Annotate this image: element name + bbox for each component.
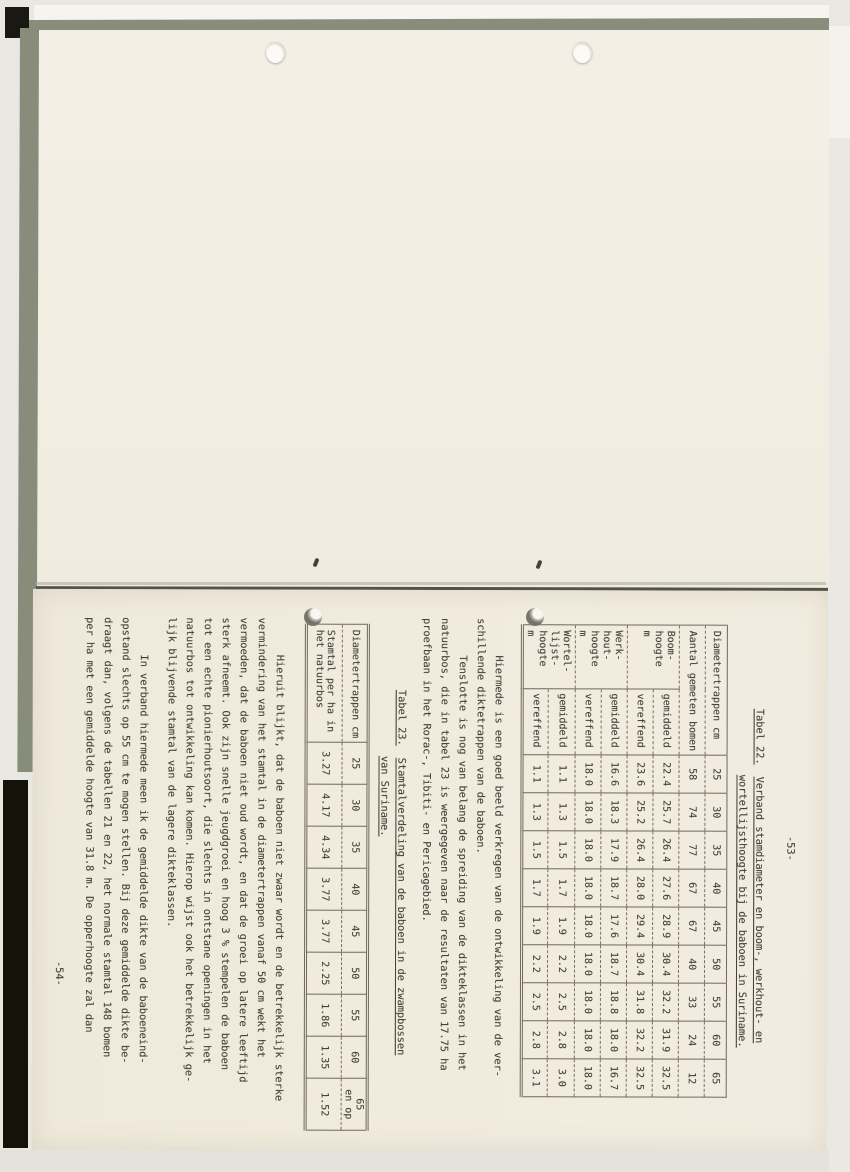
table-cell: 58 xyxy=(679,755,705,793)
table-cell: 40 xyxy=(678,945,704,983)
table-cell: 18.0 xyxy=(575,793,601,831)
row-label: Stamtal per ha in het natuurbos xyxy=(306,624,342,742)
table-cell: 30 xyxy=(705,793,727,831)
table-cell: 35 xyxy=(705,831,727,869)
table-23-label: Tabel 23. xyxy=(395,689,408,746)
table-cell: 1.9 xyxy=(548,907,575,945)
table-cell: 4.34 xyxy=(306,826,342,868)
row-sublabel: gemiddeld xyxy=(601,689,627,755)
table-cell: 3.1 xyxy=(521,1059,548,1097)
table-cell: 30.4 xyxy=(626,945,652,983)
punch-hole xyxy=(304,608,322,626)
table-cell: 1.52 xyxy=(305,1078,341,1130)
table-row xyxy=(341,624,368,1130)
table-cell: 12 xyxy=(678,1059,704,1097)
table-cell: 18.0 xyxy=(574,945,600,983)
text-line: sterk afneemt. Ook zijn snelle jeugdgroei en hoog 3 % stempelen de baboen xyxy=(218,617,232,1070)
table-23-caption xyxy=(392,690,410,1151)
table-cell: 31.9 xyxy=(652,1021,678,1059)
table-row xyxy=(305,624,342,1130)
punch-hole xyxy=(526,608,544,626)
paragraph xyxy=(80,617,153,1150)
table-cell: 3.27 xyxy=(306,742,342,784)
row-sublabel: vereffend xyxy=(522,689,549,755)
table-cell: 2.2 xyxy=(548,945,575,983)
table-row xyxy=(704,625,727,1097)
table-cell: 45 xyxy=(342,910,368,952)
table-cell: 74 xyxy=(679,793,705,831)
table-cell: 2.5 xyxy=(521,983,548,1021)
table-cell: 1.5 xyxy=(548,831,575,869)
table-cell: 55 xyxy=(704,983,726,1021)
table-cell: 1.9 xyxy=(522,907,549,945)
text-line: Hiermede is een goed beeld verkregen van de ontwikkeling van de ver- xyxy=(491,618,505,1077)
table-cell: 16.7 xyxy=(600,1059,626,1097)
table-cell: 31.8 xyxy=(626,983,652,1021)
table-cell: 40 xyxy=(705,869,727,907)
document-page-rotated xyxy=(33,591,828,1152)
text-line: In verband hiermede meen ik de gemiddelde dikte van de baboeneind- xyxy=(136,617,150,1064)
page-number: -53- xyxy=(784,835,797,861)
table-cell: 26.4 xyxy=(653,831,679,869)
table-cell: 1.7 xyxy=(522,869,549,907)
paragraph xyxy=(162,617,289,1150)
table-cell: 18.0 xyxy=(575,755,601,793)
table-cell: 22.4 xyxy=(653,755,679,793)
table-cell: 3.0 xyxy=(548,1059,575,1097)
table-cell: 1.3 xyxy=(548,793,575,831)
table-row xyxy=(626,625,653,1097)
table-cell: 18.8 xyxy=(600,983,626,1021)
table-cell: 16.6 xyxy=(601,755,627,793)
table-cell: 17.6 xyxy=(601,907,627,945)
table-cell: 45 xyxy=(705,907,727,945)
paragraph xyxy=(417,618,508,1151)
table-cell: 33 xyxy=(678,983,704,1021)
punch-hole xyxy=(573,42,592,63)
table-23-title-line2 xyxy=(375,756,393,1151)
table-cell: 2.5 xyxy=(548,983,575,1021)
table-cell: 32.2 xyxy=(626,1021,652,1059)
row-sublabel: vereffend xyxy=(575,689,601,755)
table-cell: 25.2 xyxy=(627,793,653,831)
page-corner-highlight xyxy=(829,26,850,138)
typed-page xyxy=(32,589,828,1152)
table-cell: 18.0 xyxy=(600,1021,626,1059)
table-cell: 25 xyxy=(705,755,727,793)
page-edge-shadow xyxy=(36,582,826,585)
table-cell: 65 en op xyxy=(341,1078,367,1130)
table-cell: 18.0 xyxy=(575,869,601,907)
table-cell: 3.77 xyxy=(306,868,342,910)
table-22-title-line2-text: wortellijsthoogte bij de baboen in Suriname. xyxy=(735,774,749,1048)
table-cell: 2.8 xyxy=(548,1021,575,1059)
table-cell: 32.5 xyxy=(626,1059,652,1097)
table-cell: 65 xyxy=(704,1059,726,1097)
text-line: schillende diktetrappen van de baboen. xyxy=(474,618,487,854)
scan-edge-black xyxy=(3,780,28,1148)
table-cell: 18.3 xyxy=(601,793,627,831)
table-cell: 1.1 xyxy=(548,755,575,793)
text-line: per ha met een gemiddelde hoogte van 31.8 m. De opperhoogte zal dan xyxy=(82,617,96,1033)
table-cell: 1.7 xyxy=(548,869,575,907)
table-row xyxy=(521,625,549,1097)
table-cell: 29.4 xyxy=(627,907,653,945)
table-cell: 50 xyxy=(341,952,367,994)
row-group-label: Boom- hoogte m xyxy=(627,625,679,689)
table-row xyxy=(600,625,627,1097)
table-cell: 2.8 xyxy=(521,1021,548,1059)
table-cell: 28.9 xyxy=(653,907,679,945)
column-header: Diametertrappen cm xyxy=(342,624,368,742)
punch-hole xyxy=(266,42,285,63)
row-group-label: Werk- hout- hoogte m xyxy=(575,625,627,689)
table-cell: 18.7 xyxy=(601,869,627,907)
table-cell: 18.0 xyxy=(574,983,600,1021)
table-cell: 17.9 xyxy=(601,831,627,869)
table-cell: 25.7 xyxy=(653,793,679,831)
table-cell: 55 xyxy=(341,994,367,1036)
text-line: natuurbos, die in tabel 23 is weergegeven naar de resultaten van 17.75 ha xyxy=(437,617,451,1071)
table-cell: 3.77 xyxy=(306,910,342,952)
table-23-title-line1: Stamtalverdeling van de baboen in de zwampbossen xyxy=(394,757,408,1056)
table-cell: 18.0 xyxy=(575,907,601,945)
table-cell: 4.17 xyxy=(306,784,342,826)
table-cell: 27.6 xyxy=(653,869,679,907)
table-cell: 2.2 xyxy=(521,945,548,983)
table-cell: 1.3 xyxy=(522,793,549,831)
row-sublabel: vereffend xyxy=(627,689,653,755)
table-cell: 25 xyxy=(342,742,368,784)
table-cell: 1.5 xyxy=(522,831,549,869)
blank-facing-page xyxy=(33,30,829,588)
table-cell: 32.2 xyxy=(652,983,678,1021)
table-cell: 30 xyxy=(342,784,368,826)
table-cell: 18.7 xyxy=(600,945,626,983)
table-22-caption xyxy=(750,709,768,1152)
table-cell: 35 xyxy=(342,826,368,868)
table-cell: 1.86 xyxy=(305,994,341,1036)
table-cell: 67 xyxy=(679,869,705,907)
table-cell: 1.35 xyxy=(305,1036,341,1078)
next-page-number: -54- xyxy=(52,960,66,986)
table-cell: 77 xyxy=(679,831,705,869)
scan-background-right xyxy=(829,0,850,1172)
table-cell: 18.0 xyxy=(575,831,601,869)
text-line: opstand slechts op 55 cm te mogen stellen. Bij deze gemiddelde dikte be- xyxy=(118,617,132,1064)
row-sublabel: gemiddeld xyxy=(653,689,679,755)
table-cell: 32.5 xyxy=(652,1059,678,1097)
table-cell: 18.0 xyxy=(574,1059,600,1097)
table-cell: 60 xyxy=(704,1021,726,1059)
table-row xyxy=(678,625,705,1097)
scan-background-bottom xyxy=(0,1150,850,1172)
column-header: Diametertrappen cm xyxy=(705,625,727,755)
table-cell: 28.0 xyxy=(627,869,653,907)
text-line: proefbaan in het Rorac-, Tibiti- en Pericagebied. xyxy=(420,617,433,922)
table-cell: 40 xyxy=(342,868,368,910)
table-22-title-line1: Verband stamdiameter en boom-, werkhout- en xyxy=(752,776,766,1044)
text-line: natuurbos tot ontwikkeling kan komen. Hierop wijst ook het betrekkelijk ge- xyxy=(182,617,196,1083)
table-cell: 50 xyxy=(704,945,726,983)
text-line: draagt dan, volgens de tabellen 21 en 22, het normale stamtal 148 bomen xyxy=(100,617,114,1058)
table-cell: 1.1 xyxy=(522,755,549,793)
table-cell: 24 xyxy=(678,1021,704,1059)
text-line: vermoeden, dat de baboen niet oud wordt, en dat de groei op latere leeftijd xyxy=(236,617,250,1083)
table-22-title-line2 xyxy=(733,775,751,1152)
table-cell: 18.0 xyxy=(574,1021,600,1059)
table-23 xyxy=(304,624,370,1131)
text-line: tot een echte pionierhoutsoort, die slechts in ontstane openingen in het xyxy=(200,617,214,1064)
table-cell: 26.4 xyxy=(627,831,653,869)
row-label: Aantal gemeten bomen xyxy=(679,625,705,755)
row-sublabel: gemiddeld xyxy=(549,689,576,755)
table-22 xyxy=(520,624,728,1098)
table-row xyxy=(548,625,576,1097)
text-line: Tenslotte is nog van belang de spreiding van de dikteklassen in het xyxy=(455,618,469,1071)
table-row xyxy=(652,625,679,1097)
table-cell: 23.6 xyxy=(627,755,653,793)
table-cell: 30.4 xyxy=(652,945,678,983)
table-row xyxy=(574,625,601,1097)
table-23-title-line2-text: van Suriname. xyxy=(378,755,391,837)
table-cell: 60 xyxy=(341,1036,367,1078)
table-cell: 67 xyxy=(679,907,705,945)
text-line: vermindering van het stamtal in de diametertrappen vanaf 50 cm wekt het xyxy=(254,617,268,1058)
text-line: Hieruit blijkt, dat de baboen niet zwaar wordt en de betrekkelijk sterke xyxy=(272,617,286,1102)
row-group-label: Wortel- lijst- hoogte m xyxy=(522,625,575,689)
text-line: lijk blijvende stamtal van de lagere dikteklassen. xyxy=(165,617,178,928)
table-cell: 2.25 xyxy=(305,952,341,994)
table-22-label: Tabel 22. xyxy=(753,708,766,765)
